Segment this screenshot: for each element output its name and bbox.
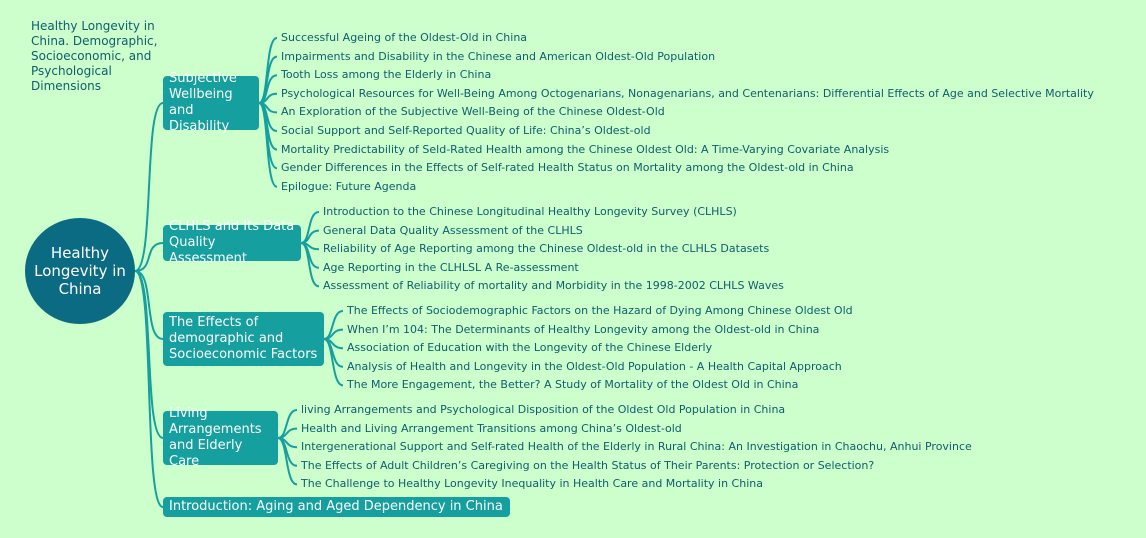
mindmap-note: Healthy Longevity in China. Demographic, Socioeconomic, and Psychological Dimensions — [31, 19, 158, 93]
branch-topic[interactable]: Subjective Wellbeing and Disability — [163, 76, 259, 130]
leaf-topic[interactable]: General Data Quality Assessment of the CLHLS — [323, 223, 583, 237]
branch-topic[interactable]: The Effects of demographic and Socioeconomic Factors — [163, 312, 324, 366]
branch-topic[interactable]: CLHLS and Its Data Quality Assessment — [163, 225, 301, 261]
root-topic[interactable]: Healthy Longevity in China — [25, 218, 135, 324]
leaf-topic[interactable]: The Effects of Sociodemographic Factors on the Hazard of Dying Among Chinese Oldest Old — [347, 304, 853, 317]
leaf-topic[interactable]: The More Engagement, the Better? A Study of Mortality of the Oldest Old in China — [347, 378, 799, 392]
leaf-connector — [324, 330, 343, 339]
leaf-topic[interactable]: Introduction to the Chinese Longitudinal Healthy Longevity Survey (CLHLS) — [323, 205, 737, 218]
leaf-topic[interactable]: Assessment of Reliability of mortality and Morbidity in the 1998-2002 CLHLS Waves — [323, 279, 784, 293]
leaf-topic[interactable]: Social Support and Self-Reported Quality of Life: China’s Oldest-old — [281, 124, 651, 137]
leaf-topic[interactable]: Association of Education with the Longevity of the Chinese Elderly — [347, 341, 713, 355]
leaf-topic[interactable]: Tooth Loss among the Elderly in China — [281, 68, 492, 82]
leaf-topic[interactable]: Health and Living Arrangement Transitions among China’s Oldest-old — [301, 421, 682, 435]
leaf-topic[interactable]: The Challenge to Healthy Longevity Inequality in Health Care and Mortality in China — [301, 477, 763, 491]
leaf-connector — [324, 339, 343, 385]
leaf-connector — [278, 438, 297, 484]
leaf-topic[interactable]: Epilogue: Future Agenda — [281, 179, 417, 193]
leaf-connector — [301, 212, 319, 243]
leaf-topic[interactable]: Intergenerational Support and Self-rated Health of the Elderly in Rural China: An Investigation in Chaochu, Anhui Province — [301, 440, 972, 454]
leaf-topic[interactable]: An Exploration of the Subjective Well-Being of the Chinese Oldest-Old — [281, 105, 665, 119]
leaf-connector — [259, 103, 277, 187]
branch-connector — [135, 271, 163, 339]
leaf-topic[interactable]: Successful Ageing of the Oldest-Old in China — [281, 31, 528, 44]
leaf-connector — [278, 429, 297, 438]
leaf-topic[interactable]: Age Reporting in the CLHLSL A Re-assessment — [323, 260, 579, 274]
leaf-topic[interactable]: Analysis of Health and Longevity in the Oldest-Old Population - A Health Capital Approach — [347, 359, 842, 373]
leaf-topic[interactable]: living Arrangements and Psychological Disposition of the Oldest Old Population in China — [301, 403, 786, 416]
leaf-topic[interactable]: The Effects of Adult Children’s Caregiving on the Health Status of Their Parents: Protection or Selection? — [301, 458, 875, 472]
leaf-topic[interactable]: When I’m 104: The Determinants of Healthy Longevity among the Oldest-old in China — [347, 322, 820, 336]
branch-topic[interactable]: Living Arrangements and Elderly Care — [163, 411, 278, 465]
leaf-topic[interactable]: Psychological Resources for Well-Being Among Octogenarians, Nonagenarians, and Centenarians: Differential Effects of Age and Selective Mortality — [281, 86, 1094, 100]
leaf-topic[interactable]: Mortality Predictability of Seld-Rated Health among the Chinese Oldest Old: A Time-Varying Covariate Analysis — [281, 142, 890, 156]
branch-topic[interactable]: Introduction: Aging and Aged Dependency in China — [163, 497, 510, 517]
leaf-topic[interactable]: Gender Differences in the Effects of Self-rated Health Status on Mortality among the Oldest-old in China — [281, 161, 854, 175]
leaf-topic[interactable]: Reliability of Age Reporting among the Chinese Oldest-old in the CLHLS Datasets — [323, 242, 770, 256]
leaf-topic[interactable]: Impairments and Disability in the Chinese and American Oldest-Old Population — [281, 49, 716, 63]
branch-connector — [135, 103, 163, 271]
